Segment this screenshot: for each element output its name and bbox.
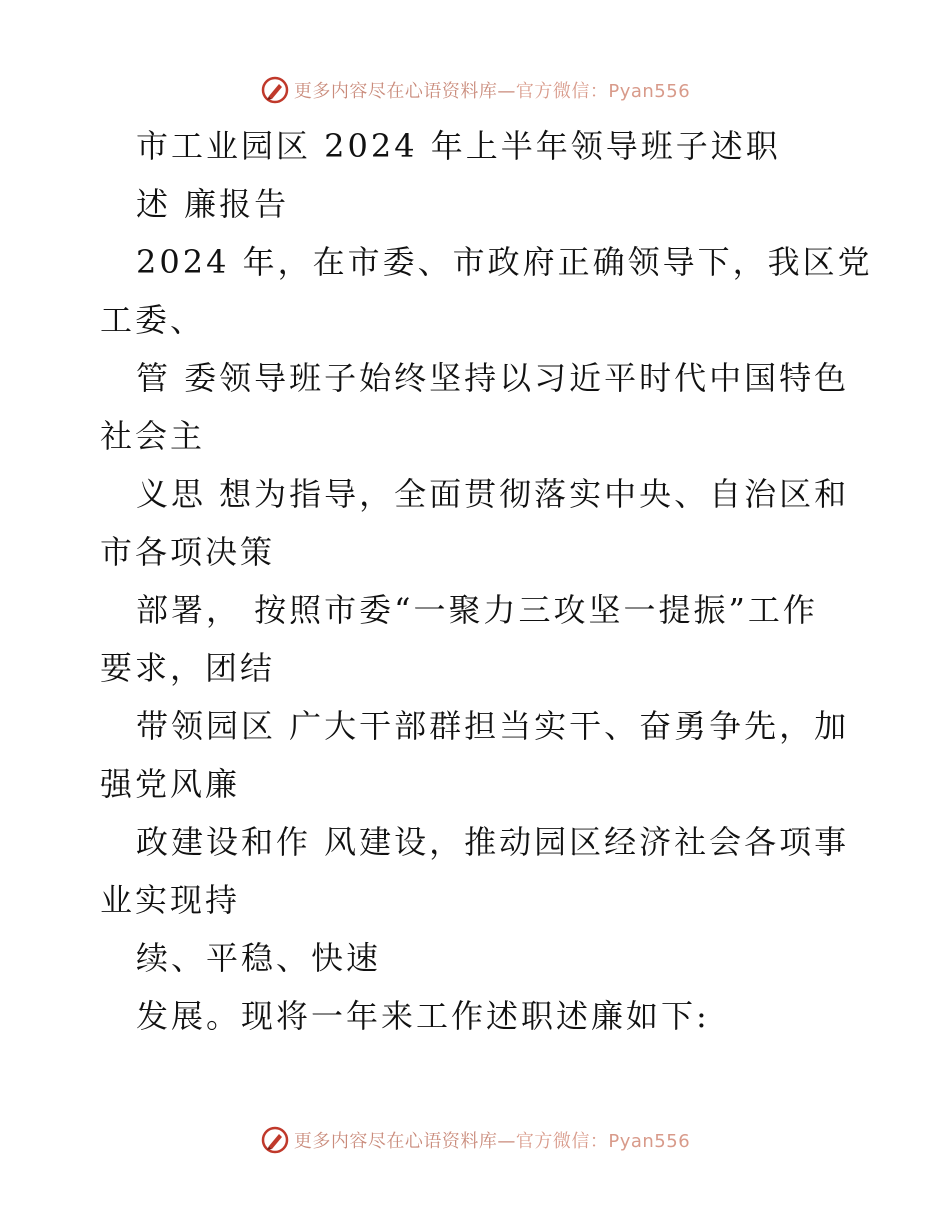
paragraph-line: 管 委领导班子始终坚持以习近平时代中国特色 xyxy=(136,359,850,397)
paragraph-line: 带领园区 广大干部群担当实干、奋勇争先，加 xyxy=(136,707,850,745)
paragraph-line: 市各项决策 xyxy=(100,533,276,571)
footer-watermark xyxy=(0,1120,950,1160)
paragraph-line: 续、平稳、快速 xyxy=(136,939,382,977)
pen-logo-icon xyxy=(260,1125,290,1155)
paragraph-line: 部署， 按照市委“一聚力三攻坚一提振”工作 xyxy=(136,591,818,629)
document-body xyxy=(100,117,873,1045)
watermark-text xyxy=(294,1127,690,1153)
paragraph-line: 发展。现将一年来工作述职述廉如下: xyxy=(136,997,710,1035)
paragraph-line: 工委、 xyxy=(100,301,206,339)
paragraph-line: 社会主 xyxy=(100,417,206,455)
watermark-brand: 更多内容尽在心语资料库 xyxy=(293,1131,498,1152)
paragraph-line: 述 廉报告 xyxy=(136,185,290,223)
watermark-brand: 更多内容尽在心语资料库 xyxy=(293,81,498,102)
header-watermark xyxy=(0,70,950,110)
paragraph-line: 强党风廉 xyxy=(100,765,241,803)
paragraph-line: 市工业园区 2024 年上半年领导班子述职 xyxy=(136,127,781,165)
pen-logo-icon xyxy=(260,75,290,105)
watermark-dash: — xyxy=(497,81,516,102)
watermark-text xyxy=(294,77,690,103)
paragraph-line: 要求，团结 xyxy=(100,649,276,687)
watermark-contact: 官方微信：Pyan556 xyxy=(515,81,691,102)
watermark-contact: 官方微信：Pyan556 xyxy=(515,1131,691,1152)
paragraph-line: 政建设和作 风建设，推动园区经济社会各项事 xyxy=(136,823,850,861)
paragraph-line: 2024 年，在市委、市政府正确领导下，我区党 xyxy=(136,243,873,281)
paragraph-line: 业实现持 xyxy=(100,881,241,919)
watermark-dash: — xyxy=(497,1131,516,1152)
paragraph-line: 义思 想为指导，全面贯彻落实中央、自治区和 xyxy=(136,475,850,513)
